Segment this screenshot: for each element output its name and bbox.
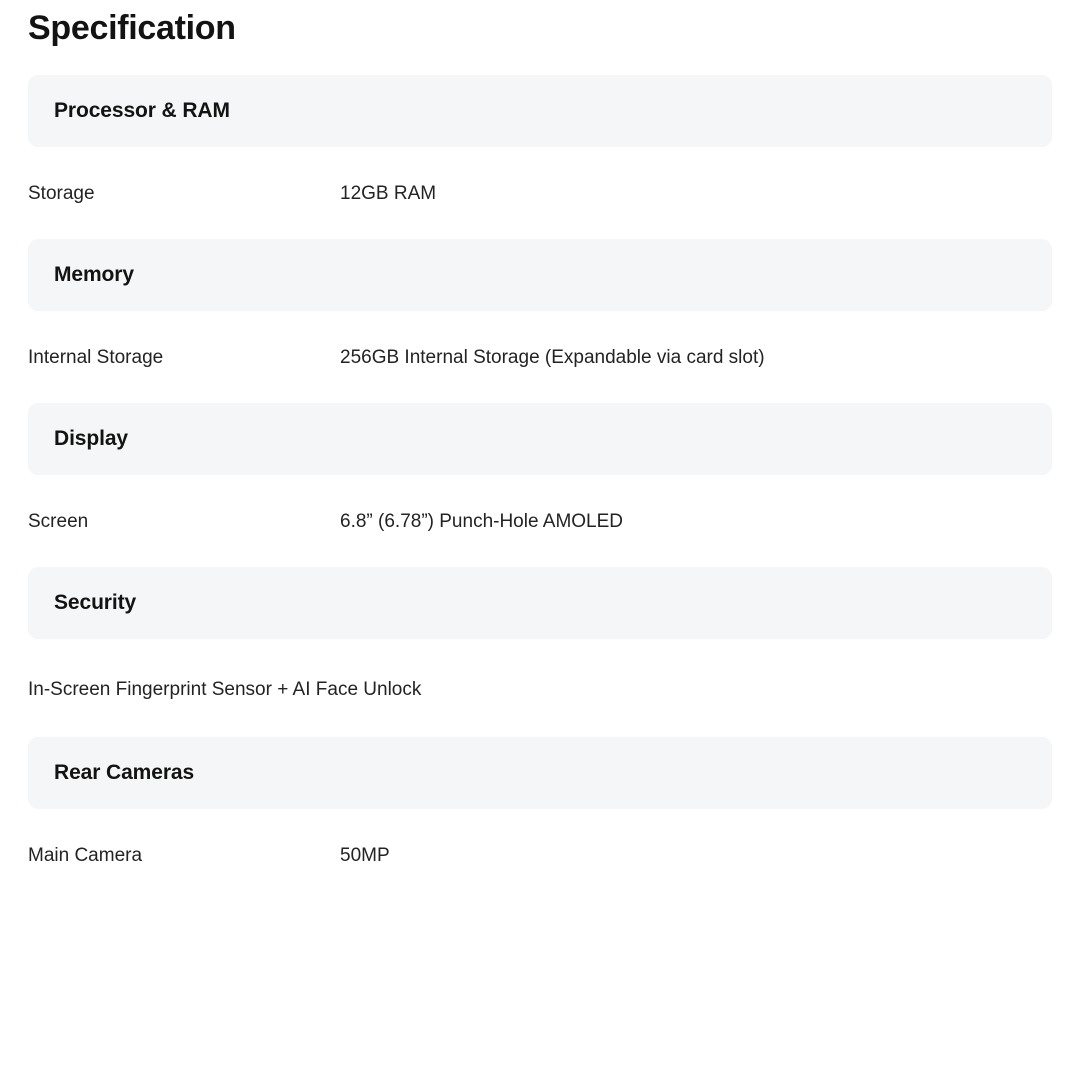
section-header-rear-cameras [28,737,1052,809]
page-title: Specification [28,9,236,47]
spec-value: In-Screen Fingerprint Sensor + AI Face Unlock [28,678,422,700]
spec-row [28,639,1052,737]
spec-row [28,475,1052,567]
spec-value: 50MP [340,844,390,866]
section-header-display [28,403,1052,475]
specification-page [0,8,1080,901]
spec-label: Internal Storage [28,346,164,368]
section-title: Display [54,426,128,450]
spec-value: 256GB Internal Storage (Expandable via card slot) [340,346,765,368]
specification-list [28,75,1052,901]
spec-row [28,809,1052,901]
section-header-processor-ram [28,75,1052,147]
section-title: Memory [54,262,134,286]
spec-label: Storage [28,182,95,204]
spec-row [28,311,1052,403]
spec-value: 6.8” (6.78”) Punch-Hole AMOLED [340,510,624,532]
spec-value: 12GB RAM [340,182,437,204]
spec-label: Screen [28,510,89,532]
spec-label: Main Camera [28,844,143,866]
section-title: Processor & RAM [54,98,230,122]
section-title: Rear Cameras [54,760,195,784]
section-header-security [28,567,1052,639]
section-header-memory [28,239,1052,311]
spec-row [28,147,1052,239]
section-title: Security [54,590,137,614]
